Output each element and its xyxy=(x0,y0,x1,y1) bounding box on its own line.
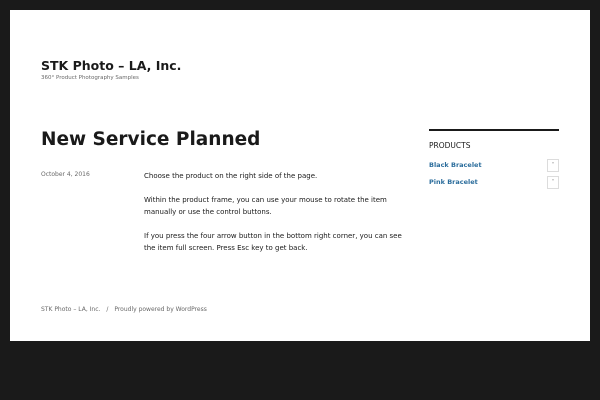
footer-separator: / xyxy=(106,306,109,313)
sidebar-item-black-bracelet xyxy=(429,161,559,175)
post-content xyxy=(144,170,404,266)
site-footer xyxy=(41,306,207,313)
post-title: New Service Planned xyxy=(41,129,261,150)
sidebar-item-pink-bracelet xyxy=(429,178,559,192)
post-date-link[interactable]: October 4, 2016 xyxy=(41,171,90,178)
footer-site-name-link[interactable]: STK Photo – LA, Inc. xyxy=(41,306,101,313)
product-link-black-bracelet[interactable]: Black Bracelet xyxy=(429,161,482,169)
site-description: 360° Product Photography Samples xyxy=(41,75,139,81)
widget-divider xyxy=(429,129,559,131)
chevron-down-icon[interactable]: ˅ xyxy=(547,159,559,172)
post-paragraph: Choose the product on the right side of the page. xyxy=(144,172,318,180)
site-title-link[interactable]: STK Photo – LA, Inc. xyxy=(41,58,182,73)
footer-credit-link[interactable]: Proudly powered by WordPress xyxy=(114,306,207,313)
product-link-pink-bracelet[interactable]: Pink Bracelet xyxy=(429,178,478,186)
page-container xyxy=(10,10,590,341)
post-paragraph: Within the product frame, you can use your mouse to rotate the item manually or use the control buttons. xyxy=(144,196,387,216)
widget-title-products: PRODUCTS xyxy=(429,141,471,150)
chevron-down-icon[interactable]: ˅ xyxy=(547,176,559,189)
post-paragraph: If you press the four arrow button in the bottom right corner, you can see the item full screen. Press Esc key to get back. xyxy=(144,232,402,252)
